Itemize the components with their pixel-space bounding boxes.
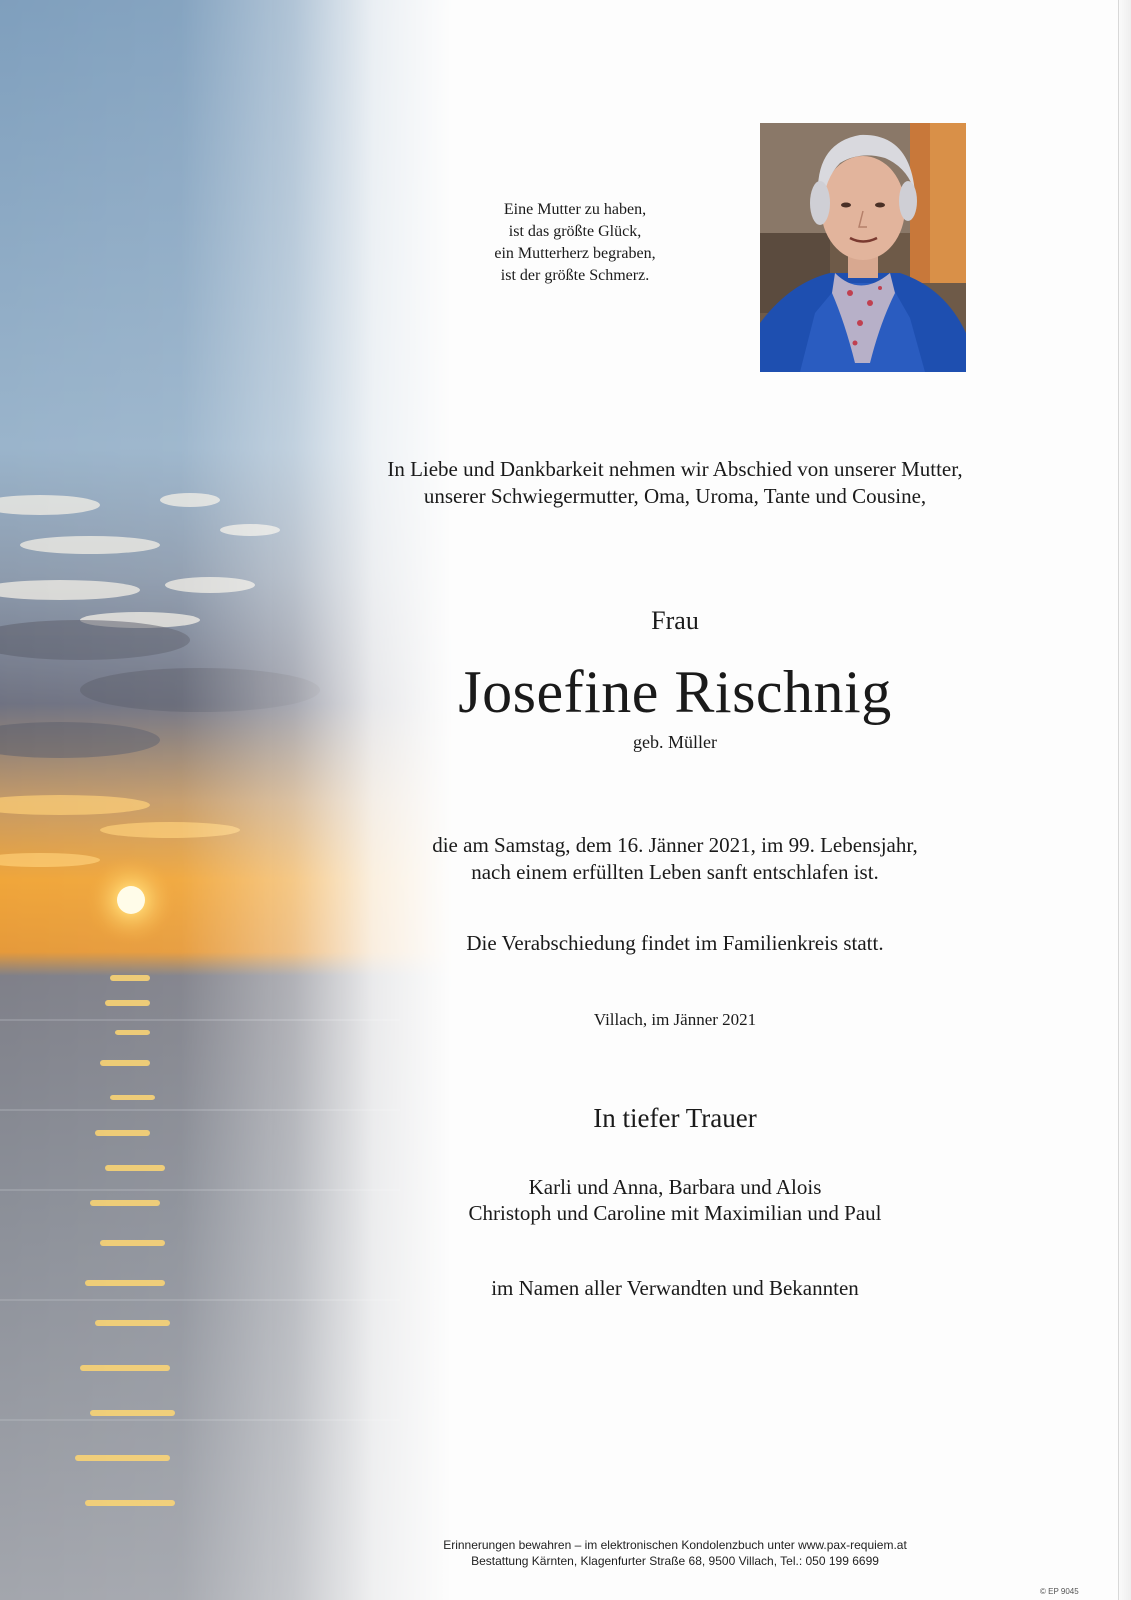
death-notice-line: nach einem erfüllten Leben sanft entschlafen ist. [471, 860, 879, 884]
closing-line: im Namen aller Verwandten und Bekannten [491, 1276, 859, 1300]
place-date: Villach, im Jänner 2021 [593, 1010, 757, 1029]
mourners-line: Christoph und Caroline mit Maximilian und Paul [468, 1201, 882, 1225]
poem [455, 199, 695, 287]
intro-text [340, 456, 1010, 510]
mourning-heading: In tiefer Trauer [593, 1103, 757, 1133]
mourners-line: Karli und Anna, Barbara und Alois [528, 1175, 822, 1199]
intro-line: In Liebe und Dankbarkeit nehmen wir Abschied von unserer Mutter, [387, 457, 963, 481]
footer [330, 1537, 1020, 1569]
poem-line: Eine Mutter zu haben, [503, 201, 647, 218]
death-notice [380, 832, 970, 886]
poem-line: ein Mutterherz begraben, [494, 245, 656, 262]
maiden-name: geb. Müller [633, 732, 717, 752]
name-prefix: Frau [651, 606, 699, 635]
portrait-photo [760, 123, 966, 372]
footer-address-line: Bestattung Kärnten, Klagenfurter Straße 68, 9500 Villach, Tel.: 050 199 6699 [471, 1554, 879, 1568]
copyright-mark: © EP 9045 [1040, 1587, 1079, 1596]
intro-line: unserer Schwiegermutter, Oma, Uroma, Tante und Cousine, [423, 484, 927, 508]
ceremony-notice: Die Verabschiedung findet im Familienkreis statt. [466, 931, 884, 955]
poem-line: ist das größte Glück, [508, 223, 642, 240]
death-notice-line: die am Samstag, dem 16. Jänner 2021, im 99. Lebensjahr, [432, 833, 918, 857]
deceased-name: Josefine Rischnig [458, 659, 892, 725]
poem-line: ist der größte Schmerz. [500, 267, 650, 284]
mourners-list [380, 1174, 970, 1226]
page-edge [1118, 0, 1131, 1600]
footer-condolence-line: Erinnerungen bewahren – im elektronischen Kondolenzbuch unter www.pax-requiem.at [443, 1538, 907, 1552]
